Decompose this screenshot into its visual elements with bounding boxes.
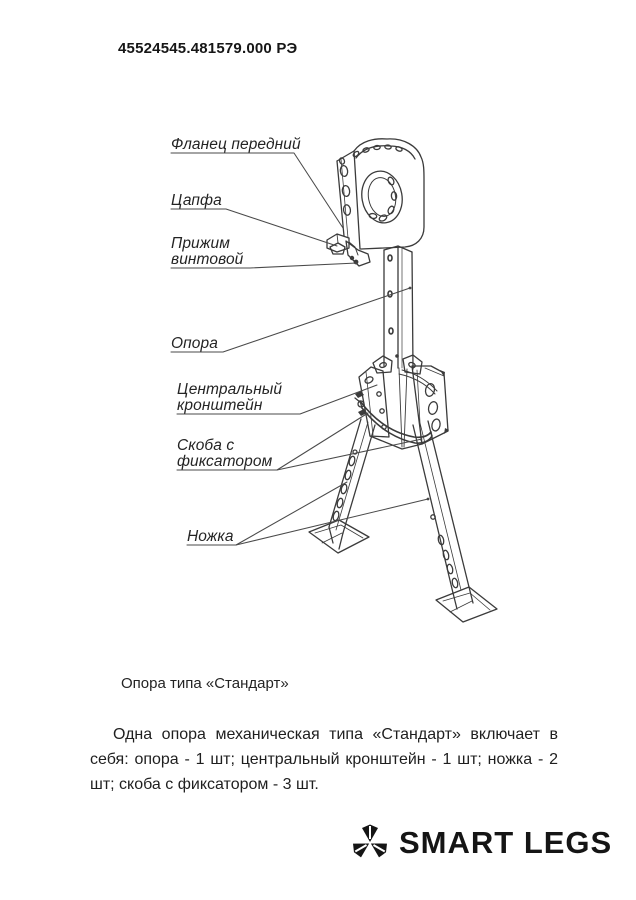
doc-number: 45524545.481579.000 РЭ — [118, 40, 298, 57]
logo-text: SMART LEGS — [399, 825, 613, 860]
body-paragraph: Одна опора механическая типа «Стандарт» включает в себя: опора - 1 шт; центральный кронштейн - 1 шт; ножка - 2 шт; скоба с фиксатором - 3 шт. — [90, 726, 558, 793]
label-support: Опора — [171, 335, 218, 352]
smart-legs-logo — [350, 820, 612, 866]
label-flange-front: Фланец передний — [171, 136, 301, 153]
label-clamp-with-lock: Скоба с фиксатором — [177, 437, 273, 470]
label-leg: Ножка — [187, 528, 234, 545]
left-leg-drawing — [309, 419, 375, 553]
label-screw-clamp: Прижим винтовой — [171, 235, 244, 268]
support-column-drawing — [384, 246, 413, 369]
label-central-bracket: Центральный кронштейн — [177, 381, 283, 414]
front-flange-drawing — [337, 139, 424, 249]
right-leg-drawing — [413, 421, 497, 622]
screw-clamp-drawing — [327, 234, 370, 266]
label-trunnion: Цапфа — [171, 192, 222, 209]
central-bracket-drawing — [355, 354, 449, 449]
figure-caption: Опора типа «Стандарт» — [121, 675, 289, 692]
tripod-logo-icon — [350, 821, 390, 865]
